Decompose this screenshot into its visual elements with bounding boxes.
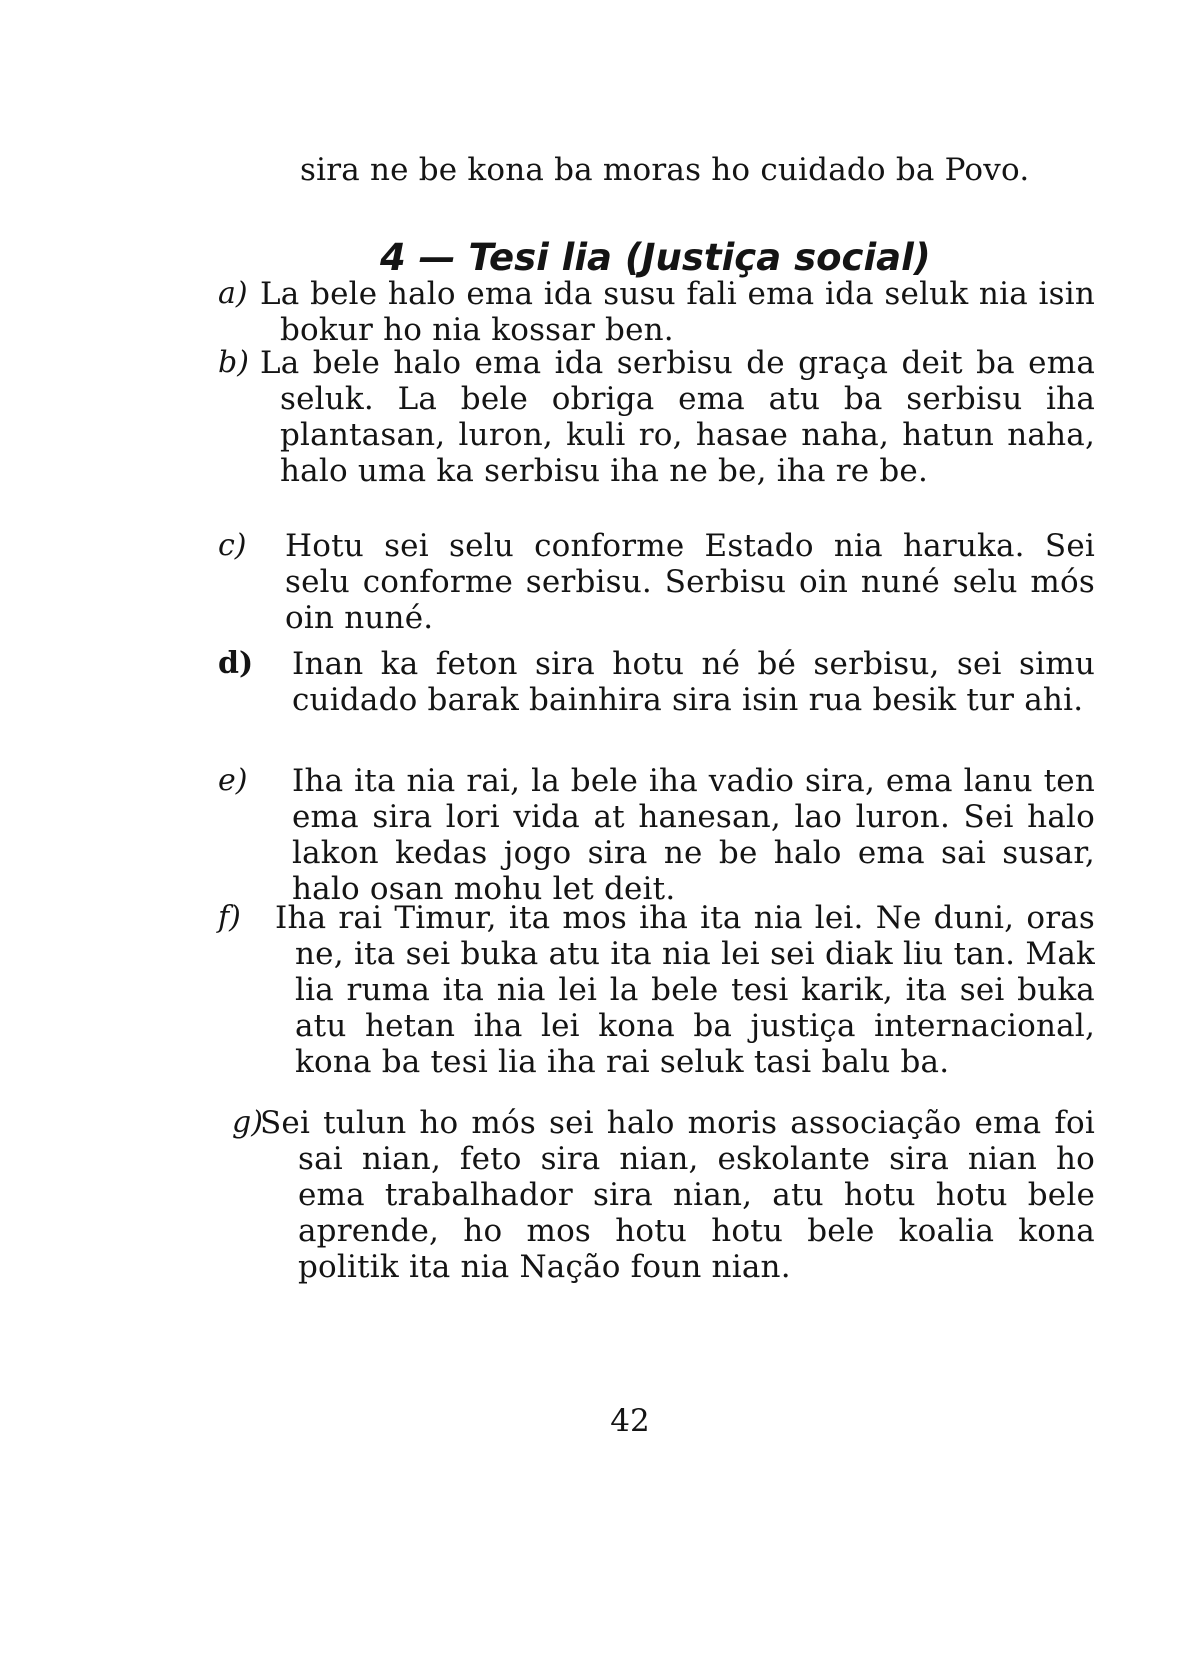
item-text: Iha rai Timur, ita mos iha ita nia lei. Ne duni, oras ne, ita sei buka atu ita nia lei sei diak liu tan. Mak lia ruma ita nia lei la bele tesi karik, ita sei buka atu hetan iha lei kona ba justiça internacional, kona ba tesi lia iha rai seluk tasi balu ba. — [275, 900, 1095, 1080]
item-text: Hotu sei selu conforme Estado nia haruka. Sei selu conforme serbisu. Serbisu oin nuné selu mós oin nuné. — [285, 528, 1095, 636]
item-marker: b) — [218, 345, 249, 380]
item-marker: g) — [232, 1105, 263, 1140]
item-marker: c) — [218, 528, 247, 563]
item-text: Sei tulun ho mós sei halo moris associação ema foi sai nian, feto sira nian, eskolante sira nian ho ema trabalhador sira nian, atu hotu hotu bele aprende, ho mos hotu hotu bele koalia kona politik ita nia Nação foun nian. — [260, 1105, 1095, 1285]
item-marker: f) — [218, 900, 241, 935]
item-marker: d) — [218, 646, 254, 681]
page-number: 42 — [610, 1403, 650, 1439]
item-text: Iha ita nia rai, la bele iha vadio sira, ema lanu ten ema sira lori vida at hanesan, lao luron. Sei halo lakon kedas jogo sira ne be halo ema sai susar, halo osan mohu let deit. — [292, 763, 1095, 907]
item-marker: a) — [218, 276, 248, 311]
item-marker: e) — [218, 763, 248, 798]
item-text: La bele halo ema ida serbisu de graça deit ba ema seluk. La bele obriga ema atu ba serbisu iha plantasan, luron, kuli ro, hasae naha, hatun naha, halo uma ka serbisu iha ne be, iha re be. — [260, 345, 1095, 489]
item-text: Inan ka feton sira hotu né bé serbisu, sei simu cuidado barak bainhira sira isin rua besik tur ahi. — [292, 646, 1095, 718]
intro-paragraph: sira ne be kona ba moras ho cuidado ba Povo. — [300, 152, 1030, 188]
item-text: La bele halo ema ida susu fali ema ida seluk nia isin bokur ho nia kossar ben. — [260, 276, 1095, 348]
section-heading: 4 — Tesi lia (Justiça social) — [380, 236, 931, 279]
